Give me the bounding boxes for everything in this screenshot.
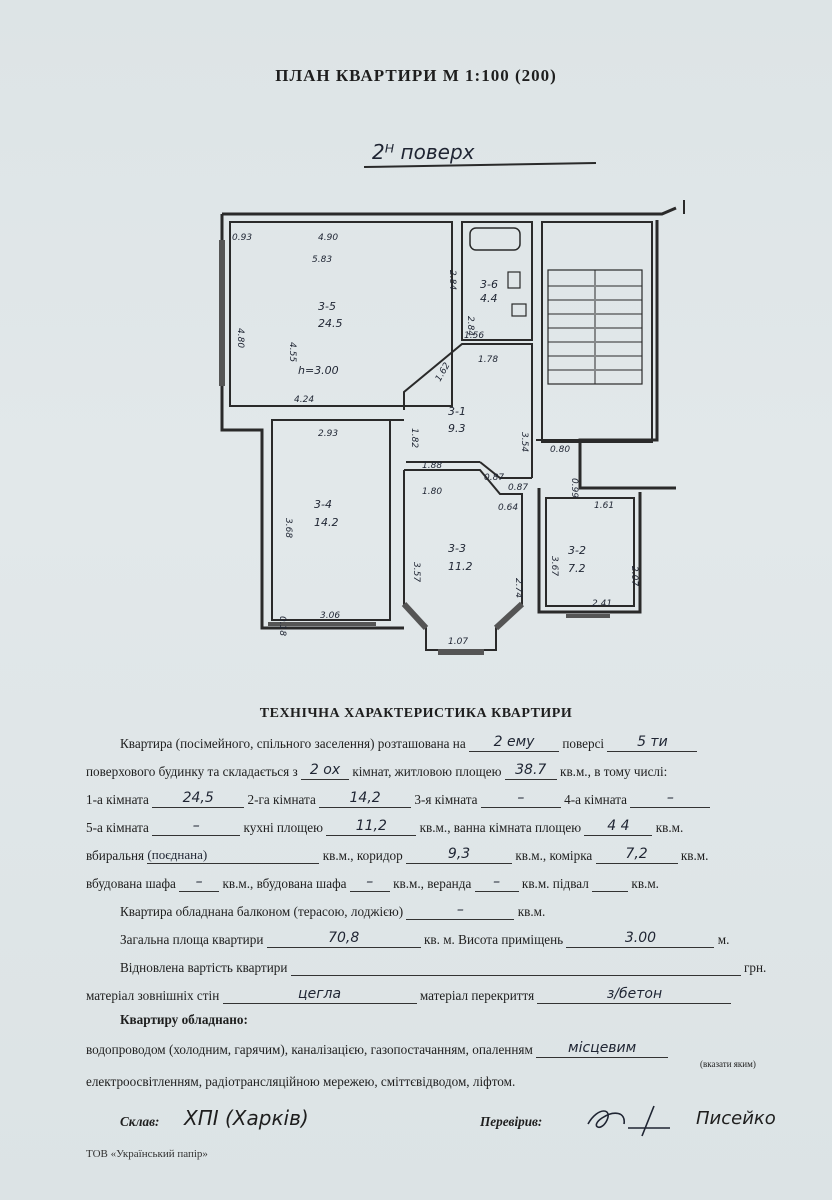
plan-dimension: 1.78: [478, 355, 499, 365]
room-height: h=3.00: [298, 364, 339, 377]
plan-dimension: 2.07: [629, 566, 639, 587]
room-id: 3-2: [568, 544, 586, 557]
plan-dimension: 4.55: [287, 342, 297, 363]
floor-label: 2ᴴ поверх: [372, 140, 475, 164]
plan-dimension: 2.74: [513, 578, 523, 599]
floor-value: 2 ему: [469, 734, 559, 752]
rooms-count-value: 2 ох: [301, 762, 349, 780]
heating-note: (вказати яким): [700, 1059, 756, 1069]
room-id: 3-1: [448, 405, 466, 418]
plan-dimension: 4.80: [235, 328, 245, 349]
plan-dimension: 1.88: [422, 461, 443, 471]
plan-dimension: 1.07: [448, 637, 469, 647]
tech-row-5: вбиральня (поєднана) кв.м., коридор 9,3 кв.м., комірка 7,2 кв.м.: [86, 846, 709, 863]
tech-row-8: Загальна площа квартири 70,8 кв. м. Висота приміщень 3.00 м.: [120, 930, 730, 947]
room-area: 7.2: [568, 562, 586, 575]
room-area: 14.2: [314, 516, 339, 529]
height-value: 3.00: [566, 930, 714, 948]
total-area-value: 70,8: [267, 930, 421, 948]
plan-dimension: 0.87: [484, 473, 505, 483]
plan-dimension: 0.87: [508, 483, 529, 493]
room-id: 3-6: [480, 278, 498, 291]
plan-dimension: 0.99: [569, 478, 579, 499]
plan-dimension: 5.83: [312, 255, 333, 265]
plan-dimension: 2.93: [318, 429, 339, 439]
footer-text: ТОВ «Український папір»: [86, 1148, 208, 1160]
plan-dimension: 1.56: [464, 331, 485, 341]
tech-row-10: матеріал зовнішніх стін цегла матеріал перекриття з/бетон: [86, 986, 731, 1004]
tech-row-2: поверхового будинку та складається з 2 ох кімнат, житловою площею 38.7 кв.м., в тому числі:: [86, 762, 668, 779]
bath-value: 4 4: [584, 818, 652, 836]
composed-value: ХПІ (Харків): [184, 1106, 309, 1130]
room4-value: –: [630, 790, 710, 808]
wc-note: (поєднана): [147, 846, 319, 864]
room-area: 4.4: [480, 292, 498, 305]
room-id: 3-5: [318, 300, 336, 313]
room3-value: –: [481, 790, 561, 808]
composed-label: Склав:: [120, 1114, 160, 1129]
tech-heading: ТЕХНІЧНА ХАРАКТЕРИСТИКА КВАРТИРИ: [259, 706, 573, 721]
tech-row-3: 1-а кімната 24,5 2-га кімната 14,2 3-я кімната – 4-а кімната –: [86, 790, 710, 808]
walls-value: цегла: [223, 986, 417, 1004]
plan-dimension: 0.80: [550, 445, 571, 455]
room-id: 3-3: [448, 542, 466, 555]
plan-dimension: 3.67: [549, 556, 559, 577]
room-id: 3-4: [314, 498, 332, 511]
plan-dimension: 4.24: [294, 395, 315, 405]
living-area-value: 38.7: [505, 762, 557, 780]
page-title: ПЛАН КВАРТИРИ М 1:100 (200): [275, 66, 557, 85]
plan-dimension: 0.93: [232, 233, 253, 243]
kitchen-value: 11,2: [326, 818, 416, 836]
corridor-value: 9,3: [406, 846, 512, 864]
plan-dimension: 4.90: [318, 233, 339, 243]
plan-dimension: 1.62: [433, 361, 453, 384]
plan-dimension: 3.57: [411, 562, 421, 583]
room2-value: 14,2: [319, 790, 411, 808]
plan-dimension: 3.06: [320, 611, 341, 621]
tech-row-13: електроосвітленням, радіотрансляційною мережею, сміттєвідводом, ліфтом.: [86, 1074, 516, 1089]
cost-value: [291, 958, 741, 976]
room-area: 24.5: [318, 317, 343, 330]
tech-row-9: Відновлена вартість квартири грн.: [120, 960, 767, 975]
tech-row-7: Квартира обладнана балконом (терасою, лоджією) – кв.м.: [120, 902, 546, 919]
plan-dimension: 1.82: [409, 428, 419, 449]
heating-value: місцевим: [536, 1040, 668, 1058]
tech-row-6: вбудована шафа – кв.м., вбудована шафа – кв.м., веранда – кв.м. підвал кв.м.: [86, 874, 659, 891]
room5-value: –: [152, 818, 240, 836]
plan-dimension: 2.84: [447, 270, 457, 291]
equipped-heading: Квартиру обладнано:: [120, 1012, 248, 1027]
room-area: 9.3: [448, 422, 466, 435]
tech-row-1: Квартира (посімейного, спільного заселення) розташована на 2 ему поверсі 5 ти: [120, 734, 697, 752]
plan-dimension: 1.61: [594, 501, 615, 511]
tech-row-4: 5-а кімната – кухні площею 11,2 кв.м., ванна кімната площею 4 4 кв.м.: [86, 818, 684, 835]
tech-row-12: водопроводом (холодним, гарячим), каналізацією, газопостачанням, опаленням місцевим: [86, 1040, 668, 1058]
floors-total-value: 5 ти: [607, 734, 697, 752]
ceiling-value: з/бетон: [537, 986, 731, 1004]
checked-label: Перевірив:: [480, 1114, 543, 1129]
signature: [584, 1100, 674, 1140]
pantry-value: 7,2: [596, 846, 678, 864]
plan-dimension: 3.68: [283, 518, 293, 539]
plan-dimension: 1.80: [422, 487, 443, 497]
plan-dimension: 0.64: [498, 503, 519, 513]
plan-dimension: 2.84: [465, 316, 475, 337]
room-area: 11.2: [448, 560, 473, 573]
plan-dimension: 0.18: [277, 616, 287, 637]
checked-value: Писейко: [696, 1108, 776, 1129]
plan-dimension: 3.54: [519, 432, 529, 453]
balcony-value: –: [406, 902, 514, 920]
room1-value: 24,5: [152, 790, 244, 808]
plan-dimension: 2.41: [592, 599, 613, 609]
